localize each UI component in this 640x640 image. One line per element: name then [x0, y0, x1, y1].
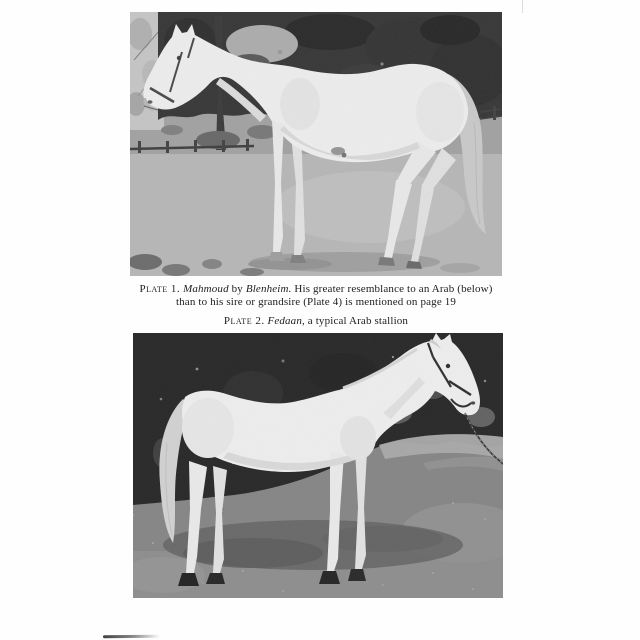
- page-bottom-edge-mark: [103, 635, 160, 639]
- photo-grain: [130, 12, 502, 276]
- plate-1-caption-rest: His greater resemblance to an Arab (below): [294, 283, 493, 295]
- photo-grain: [133, 333, 503, 598]
- plate-1-sire-name: Blenheim.: [245, 283, 292, 295]
- plate-1-caption: [118, 283, 514, 308]
- plate-1-photo-art: [130, 12, 502, 276]
- plate-2-photo-art: [133, 333, 503, 598]
- plate-2-caption-rest: a typical Arab stallion: [307, 315, 409, 327]
- plate-2-label: Plate 2.: [223, 315, 265, 327]
- page-edge-line: [522, 0, 523, 13]
- plate-1-connector: by: [231, 283, 243, 295]
- plate-1-caption-line-2: than to his sire or grandsire (Plate 4) is mentioned on page 19: [175, 295, 457, 308]
- plate-1-caption-line-1: [118, 283, 514, 296]
- plate-1-photo: [130, 12, 502, 276]
- plate-1-label: Plate 1.: [139, 283, 181, 295]
- plate-2-caption: [118, 315, 514, 328]
- plate-2-photo: [133, 333, 503, 598]
- plate-1-horse-name: Mahmoud: [183, 283, 229, 295]
- plate-2-horse-name: Fedaan,: [267, 315, 305, 327]
